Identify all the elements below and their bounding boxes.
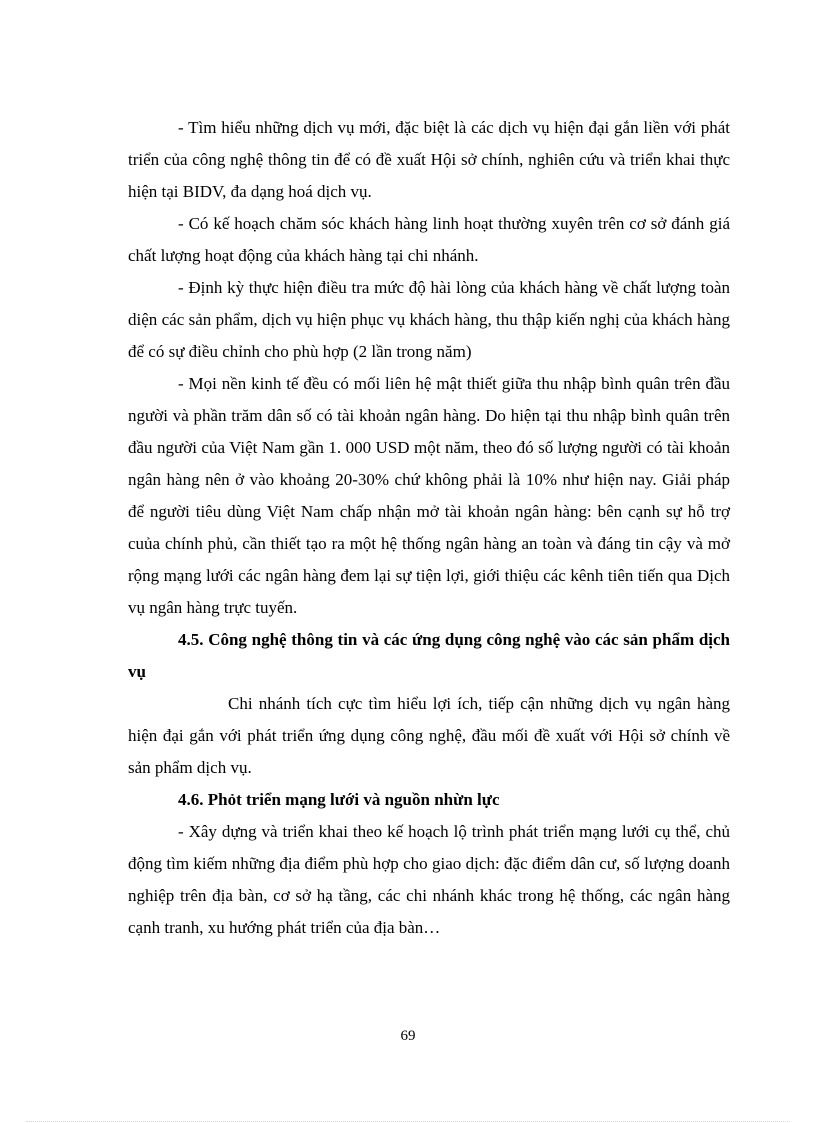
paragraph-customer-care: - Có kế hoạch chăm sóc khách hàng linh hoạt thường xuyên trên cơ sở đánh giá chất lượng hoạt động của khách hàng tại chi nhánh. — [128, 214, 730, 265]
section-heading-4-6: 4.6. Phỏt triển mạng lưới và nguồn nhừn lực — [178, 790, 500, 809]
paragraph-bank-accounts: - Mọi nền kinh tế đều có mối liên hệ mật thiết giữa thu nhập bình quân trên đầu người và phần trăm dân số có tài khoản ngân hàng. Do hiện tại thu nhập bình quân trên đầu người của Việt Nam gần 1. 000 USD một năm, theo đó số lượng người có tài khoản ngân hàng nên ở vào khoảng 20-30% chứ không phải là 10% như hiện nay. Giải pháp để người tiêu dùng Việt Nam chấp nhận mở tài khoản ngân hàng: bên cạnh sự hỗ trợ cuủa chính phủ, cần thiết tạo ra một hệ thống ngân hàng an toàn và đáng tin cậy và mở rộng mạng lưới các ngân hàng đem lại sự tiện lợi, giới thiệu các kênh tiên tiến qua Dịch vụ ngân hàng trực tuyến. — [128, 374, 730, 617]
page-bottom-divider — [26, 1121, 790, 1122]
paragraph-section-4-5: Chi nhánh tích cực tìm hiểu lợi ích, tiếp cận những dịch vụ ngân hàng hiện đại gắn với phát triển ứng dụng công nghệ, đầu mối đề xuất với Hội sở chính về sản phẩm dịch vụ. — [128, 694, 730, 777]
paragraph-satisfaction-survey: - Định kỳ thực hiện điều tra mức độ hài lòng của khách hàng về chất lượng toàn diện các sản phẩm, dịch vụ hiện phục vụ khách hàng, thu thập kiến nghị của khách hàng để có sự điều chỉnh cho phù hợp (2 lần trong năm) — [128, 278, 730, 361]
document-body — [128, 112, 730, 944]
paragraph-section-4-6: - Xây dựng và triển khai theo kế hoạch lộ trình phát triển mạng lưới cụ thể, chủ động tìm kiếm những địa điểm phù hợp cho giao dịch: đặc điểm dân cư, số lượng doanh nghiệp trên địa bàn, cơ sở hạ tầng, các chi nhánh khác trong hệ thống, các ngân hàng cạnh tranh, xu hướng phát triển của địa bàn… — [128, 822, 730, 937]
section-heading-4-5: 4.5. Công nghệ thông tin và các ứng dụng công nghệ vào các sản phẩm dịch vụ — [128, 630, 730, 681]
page-number: 69 — [400, 1028, 416, 1044]
paragraph-new-services: - Tìm hiểu những dịch vụ mới, đặc biệt là các dịch vụ hiện đại gắn liền với phát triển của công nghệ thông tin để có đề xuất Hội sở chính, nghiên cứu và triển khai thực hiện tại BIDV, đa dạng hoá dịch vụ. — [128, 118, 730, 201]
